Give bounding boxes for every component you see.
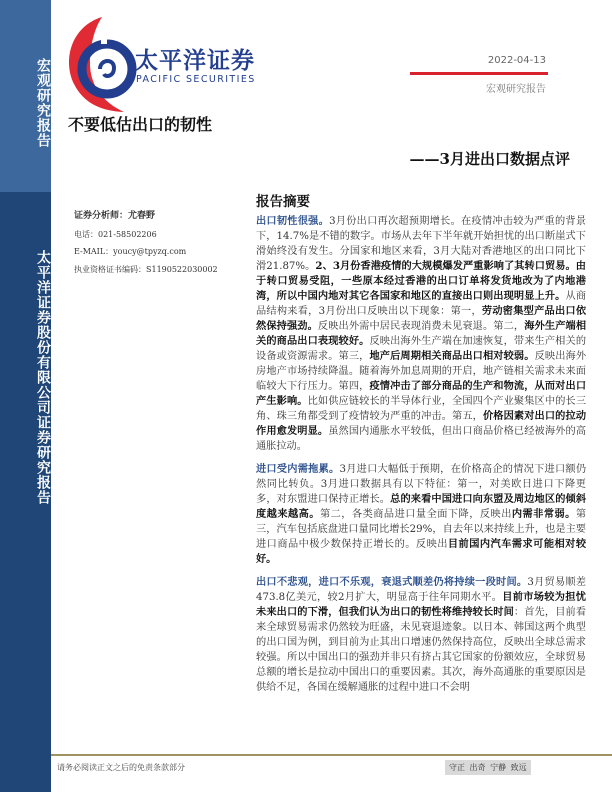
body-text: 3月进口大幅低于预期，在价格高企的情况下进口额仍然同比转负。3月进口数据具有以下特征：第一，对美欧日进口下降更多，对东盟进口保持正增长。 (256, 464, 587, 505)
bold-text: 总的来看中国进口向东盟及周边地区的倾斜度越来越高。 (256, 493, 587, 520)
summary-paragraph (256, 214, 586, 454)
body-text: 反映出海外房地产市场持续降温。随着海外加息周期的开启，地产链相关需求未来面临较大下行压力。第四， (256, 351, 587, 392)
summary-paragraph (256, 575, 586, 695)
sidebar-company (0, 232, 51, 522)
bold-text: 目前市场较为担忧未来出口的下滑，但我们认为出口的韧性将维持较长时间 (256, 591, 586, 618)
footer-divider (51, 754, 612, 756)
body-text: 反映出海外生产端在加速恢复，带来生产相关的设备或资源需求。第三， (256, 336, 587, 362)
summary-paragraph (256, 462, 586, 567)
body-text: ：首先，目前看来全球贸易需求仍然较为旺盛，未见衰退迹象。以日本、韩国这两个典型的出口国为例，到目前为止其出口增速仍然保持高位，反映出全球总需求较强。所以中国出口的强劲并非只有挤占其它国家的份额效应，全球贸易总额的增长是拉动中国出口的重要因素。其次，海外高通胀的重要原因是供给不足，各国在缓解通胀的过程中进口不会明 (256, 607, 587, 693)
summary-body (256, 214, 586, 703)
logo-english-text: PACIFIC SECURITIES (136, 74, 256, 85)
body-text: 比如供应链较长的半导体行业，全国四个产业聚集区中的长三角、珠三角都受到了疫情较为严重的冲击。第五， (256, 396, 587, 422)
paragraph-lead: 进口受内需拖累。 (256, 463, 340, 475)
analyst-name: 证券分析师：尤春野 (74, 211, 156, 221)
body-text: 从商品结构来看，3月份出口反映出以下现象：第一， (256, 291, 587, 317)
body-text: 第二，各类商品进口量全面下降，反映出 (319, 509, 512, 520)
body-text: 3月贸易顺差473.8亿美元，较2月扩大，明显高于往年同期水平。 (256, 577, 587, 603)
body-text: 虽然国内通胀水平较低，但出口商品价格已经被海外的高通胀拉动。 (256, 426, 587, 452)
bold-text: 2、3月份香港疫情的大规模爆发严重影响了其转口贸易。由于转口贸易受阻，一些原本经过香港的出口订单将发货地改为了内地港湾，所以中国内地对其它各国家和地区的直接出口则出现明显上升。 (256, 260, 586, 302)
footer-disclaimer: 请务必阅读正文之后的免责条款部分 (57, 763, 185, 772)
footer-motto: 守正 出奇 宁静 致远 (445, 760, 531, 775)
bold-text: 海外生产端相关的商品出口表现较好。 (256, 320, 587, 347)
report-date: 2022-04-13 (487, 55, 546, 66)
paragraph-lead: 出口韧性很强。 (256, 215, 330, 227)
analyst-email[interactable]: E-MAIL：youcy@tpyzq.com (74, 247, 187, 256)
logo-chinese-text: 太平洋证券 (135, 48, 255, 74)
analyst-license: 执业资格证书编码：S1190522030002 (74, 264, 218, 274)
sidebar-report-type (0, 48, 51, 158)
report-type: 宏观研究报告 (486, 84, 546, 95)
report-subtitle: ——3月进出口数据点评 (409, 150, 570, 168)
header-divider (410, 72, 548, 75)
report-title: 不要低估出口的韧性 (68, 115, 213, 134)
paragraph-lead: 出口不悲观，进口不乐观，衰退式顺差仍将持续一段时间。 (256, 576, 528, 588)
sidebar-bottom-label: 太平洋证券股份有限公司证券研究报告 (35, 249, 51, 505)
body-text: 反映出外需中居民表现消费未见衰退。第二， (317, 321, 525, 332)
bold-text: 价格因素对出口的拉动作用愈发明显。 (256, 410, 587, 437)
bold-text: 劳动密集型产品出口依然保持强劲。 (256, 305, 587, 332)
bold-text: 地产后周期相关商品出口相对较弱。 (369, 350, 535, 362)
body-text: 3月份出口再次超预期增长。在疫情冲击较为严重的背景下，14.7%是不错的数字。市场从去年下半年就开始担忧的出口断崖式下滑始终没有发生。分国家和地区来看，3月大陆对香港地区的出口同比下滑21.87%。 (256, 216, 587, 272)
bold-text: 目前国内汽车需求可能相对较好。 (256, 538, 587, 565)
analyst-phone: 电话：021-58502206 (74, 229, 157, 239)
bold-text: 疫情冲击了部分商品的生产和物流，从而对出口产生影响。 (256, 380, 587, 407)
body-text: 第三，汽车包括底盘进口量同比增长29%，自去年以来持续上升，也是主要进口商品中极少数保持正增长的。反映出 (256, 509, 587, 550)
sidebar-top-label: 宏观研究报告 (35, 58, 51, 148)
analyst-info (74, 208, 218, 278)
summary-heading: 报告摘要 (256, 194, 310, 210)
bold-text: 内需非常弱。 (511, 508, 576, 520)
